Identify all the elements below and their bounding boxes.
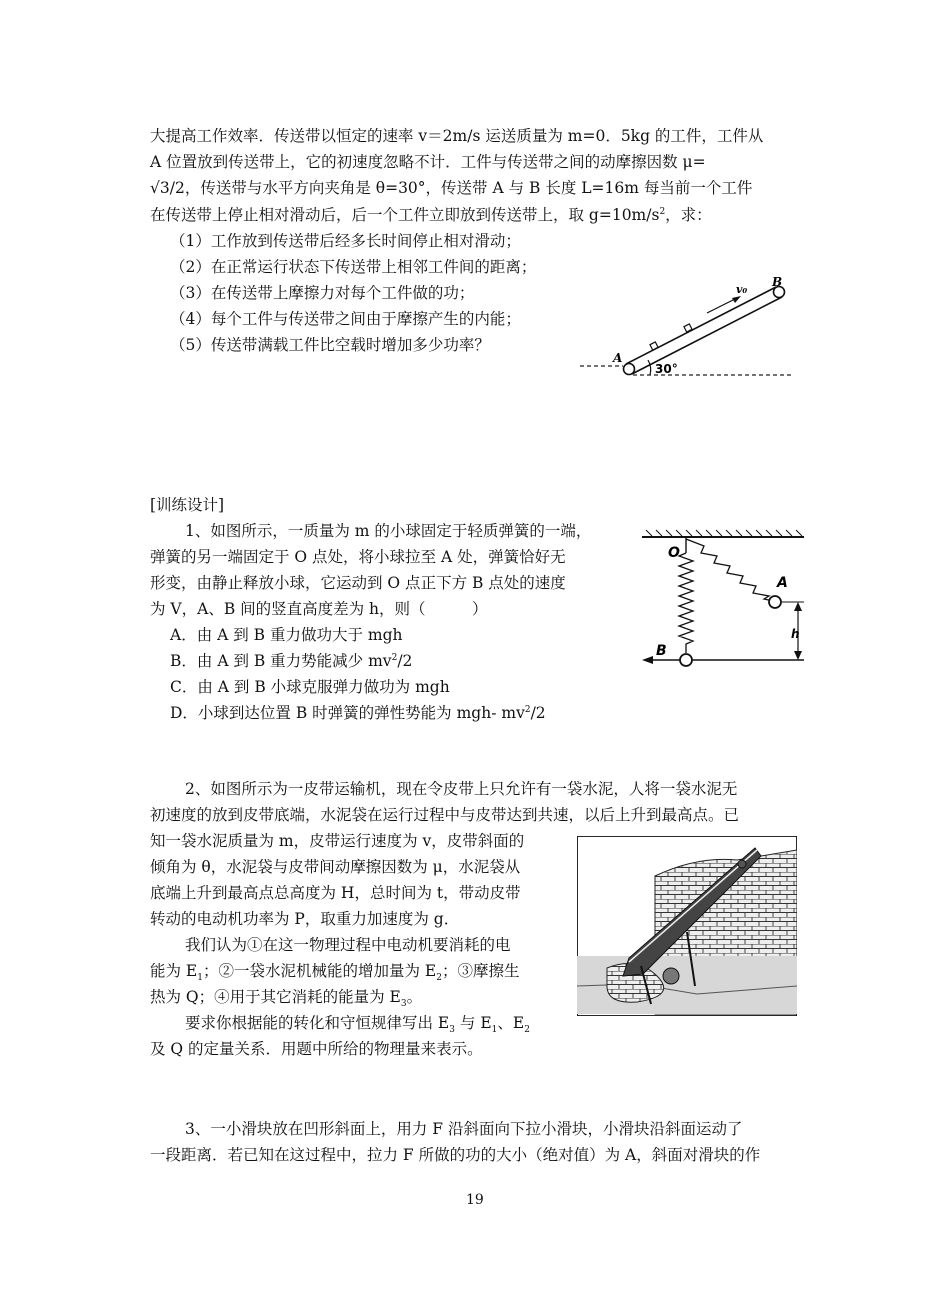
- question-3: （3）在传送带上摩擦力对每个工件做的功；: [170, 284, 475, 302]
- p1-line-4: 为 V，A、B 间的竖直高度差为 h，则（ ）: [150, 600, 488, 618]
- label-B: B: [656, 643, 667, 659]
- p2-line-9: 热为 Q；④用于其它消耗的能量为 $E_3$。: [150, 988, 423, 1010]
- label-h: h: [791, 627, 800, 641]
- option-B: B．由 A 到 B 重力势能减少 $mv^2/2$: [170, 652, 413, 670]
- p1-line-1: 1、如图所示，一质量为 m 的小球固定于轻质弹簧的一端，: [185, 522, 592, 540]
- belt-conveyor-illustration: [577, 836, 797, 1016]
- label-A: A: [777, 575, 788, 591]
- p1-line-2: 弹簧的另一端固定于 O 点处，将小球拉至 A 处，弹簧恰好无: [150, 548, 566, 566]
- label-B: B: [772, 276, 783, 289]
- question-5: （5）传送带满载工件比空载时增加多少功率？: [170, 336, 490, 354]
- p1-line-3: 形变，由静止释放小球，它运动到 O 点正下方 B 点处的速度: [150, 574, 566, 592]
- label-A: A: [613, 351, 623, 365]
- spring-figure: [638, 525, 813, 675]
- p2-line-1: 2、如图所示为一皮带运输机，现在令皮带上只允许有一袋水泥，人将一袋水泥无: [185, 780, 738, 798]
- intro-line-1: 大提高工作效率．传送带以恒定的速率 v＝2m/s 运送质量为 m=0．5kg 的工件，工件从: [150, 127, 764, 145]
- p3-line-1: 3、一小滑块放在凹形斜面上，用力 F 沿斜面向下拉小滑块，小滑块沿斜面运动了: [185, 1120, 743, 1138]
- intro-line-3: √3/2，传送带与水平方向夹角是 θ=30°，传送带 A 与 B 长度 L=16m 每当前一个工件: [150, 179, 753, 197]
- p3-line-2: 一段距离．若已知在这过程中，拉力 F 所做的功的大小（绝对值）为 A，斜面对滑块的作: [150, 1146, 761, 1164]
- question-4: （4）每个工件与传送带之间由于摩擦产生的内能；: [170, 310, 521, 328]
- p2-line-5: 底端上升到最高点总高度为 H，总时间为 t，带动皮带: [150, 884, 521, 902]
- p2-line-7: 我们认为①在这一物理过程中电动机要消耗的电: [185, 936, 511, 954]
- section-title: [训练设计]: [150, 496, 225, 514]
- page-number: 19: [466, 1192, 484, 1208]
- label-v0: v₀: [736, 283, 748, 296]
- option-A: A．由 A 到 B 重力做功大于 mgh: [170, 626, 403, 644]
- question-2: （2）在正常运行状态下传送带上相邻工件间的距离；: [170, 258, 537, 276]
- p2-line-3: 知一袋水泥质量为 m，皮带运行速度为 v，皮带斜面的: [150, 832, 525, 850]
- conveyor-incline-figure: [575, 276, 800, 386]
- p2-line-6: 转动的电动机功率为 P，取重力加速度为 g．: [150, 910, 460, 928]
- angle-label: 30°: [655, 362, 678, 376]
- question-1: （1）工作放到传送带后经多长时间停止相对滑动；: [170, 232, 521, 250]
- intro-line-2: A 位置放到传送带上，它的初速度忽略不计．工件与传送带之间的动摩擦因数 μ=: [150, 153, 706, 171]
- p2-line-11: 及 Q 的定量关系．用题中所给的物理量来表示。: [150, 1040, 483, 1058]
- option-D: D．小球到达位置 B 时弹簧的弹性势能为 mgh- $mv^2/2$: [170, 704, 546, 722]
- p2-line-2: 初速度的放到皮带底端，水泥袋在运行过程中与皮带达到共速，以后上升到最高点。已: [150, 806, 740, 824]
- intro-line-4: 在传送带上停止相对滑动后，后一个工件立即放到传送带上，取 $g=10m/s^2$，求：: [150, 206, 712, 224]
- label-O: O: [668, 545, 680, 561]
- p2-line-4: 倾角为 θ，水泥袋与皮带间动摩擦因数为 μ，水泥袋从: [150, 858, 521, 876]
- sqrt-expression: √3/2: [150, 179, 185, 197]
- p2-line-10: 要求你根据能的转化和守恒规律写出 $E_3$ 与 $E_1$、$E_2$: [185, 1014, 530, 1036]
- option-C: C．由 A 到 B 小球克服弹力做功为 mgh: [170, 678, 450, 696]
- p2-line-8: 能为 $E_1$；②一袋水泥机械能的增加量为 $E_2$；③摩擦生: [150, 962, 520, 984]
